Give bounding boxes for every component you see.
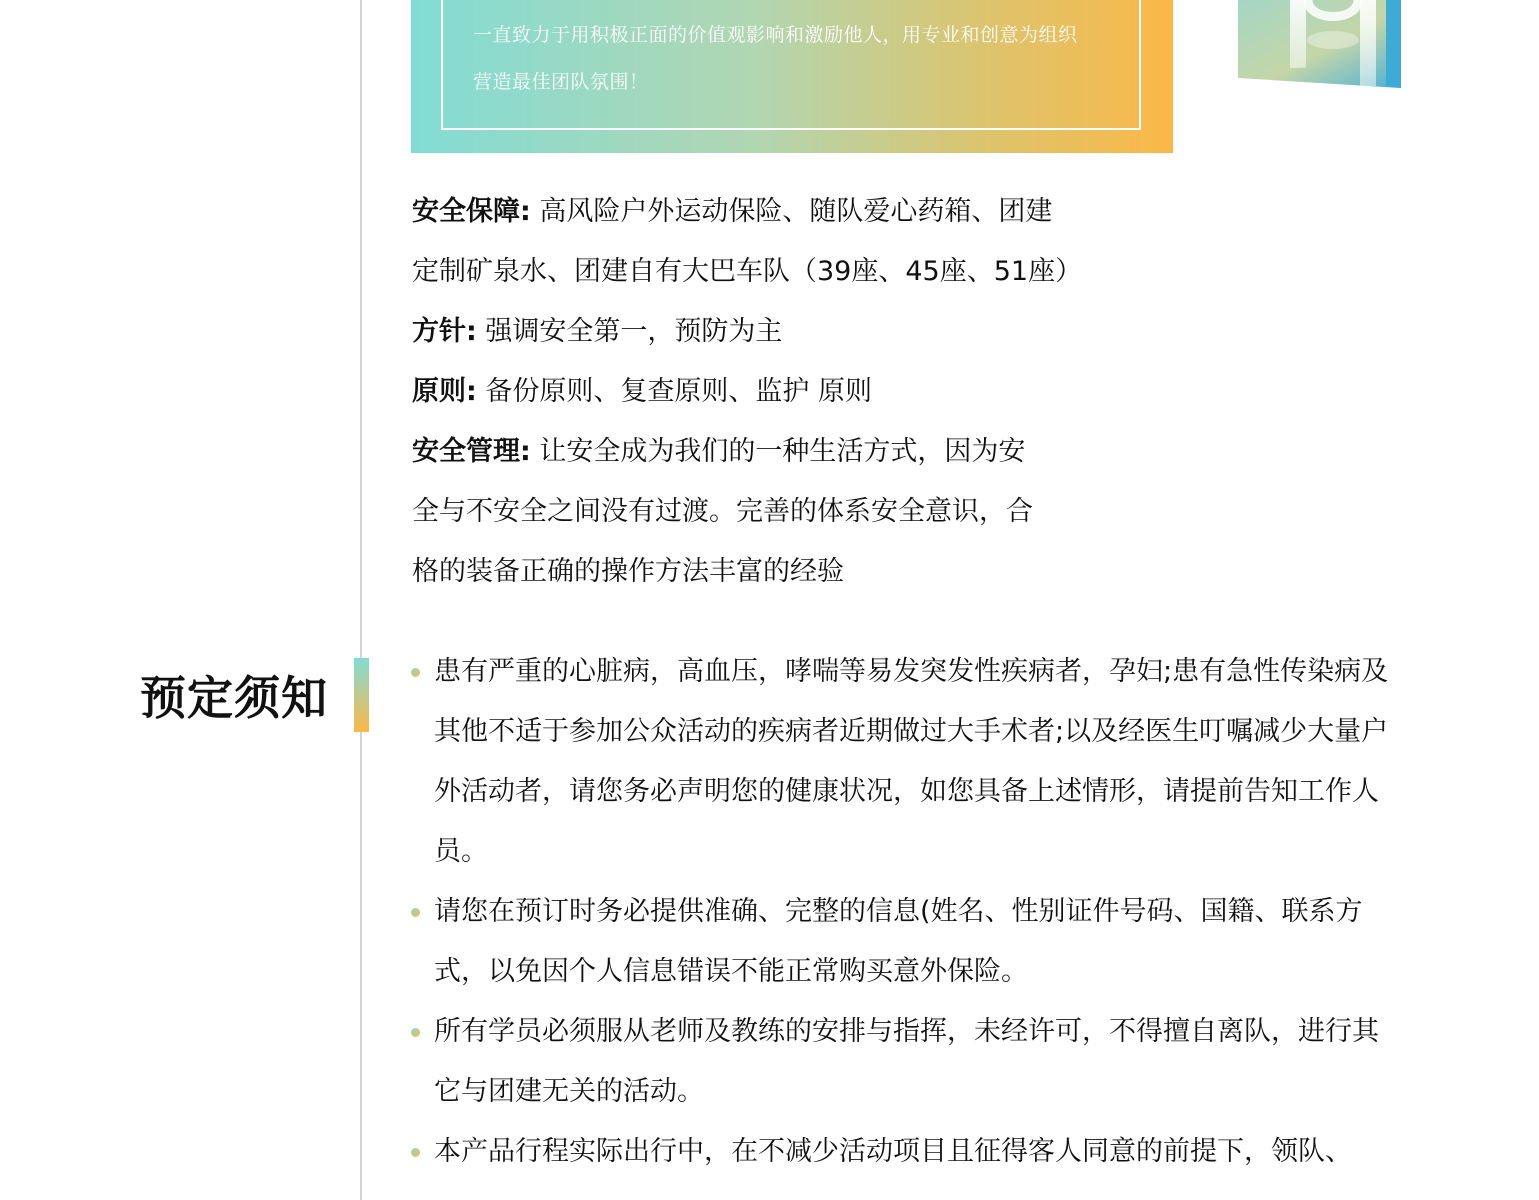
principle-line bbox=[412, 362, 1092, 422]
management-label: 安全管理: bbox=[412, 436, 531, 467]
list-item-text: 请您在预订时务必提供准确、完整的信息(姓名、性别证件号码、国籍、联系方式，以免因个人信息错误不能正常购买意外保险。 bbox=[434, 896, 1363, 987]
management-line-1 bbox=[412, 422, 1092, 482]
intro-banner bbox=[411, 0, 1173, 153]
list-item bbox=[411, 642, 1403, 882]
list-item bbox=[411, 882, 1403, 1002]
list-item bbox=[411, 1002, 1403, 1122]
policy-label: 方针: bbox=[412, 316, 477, 347]
banner-line-2: 营造最佳团队氛围！ bbox=[473, 71, 649, 93]
list-item-text: 所有学员必须服从老师及教练的安排与指挥，未经许可，不得擅自离队，进行其它与团建无关的活动。 bbox=[434, 1016, 1379, 1107]
management-line-2 bbox=[412, 482, 1092, 542]
management-text-1: 让安全成为我们的一种生活方式，因为安 bbox=[539, 436, 1026, 467]
safety-line-1 bbox=[412, 182, 1092, 242]
booking-section-title: 预定须知 bbox=[140, 671, 328, 725]
safety-info bbox=[412, 182, 1092, 602]
list-item-text: 患有严重的心脏病，高血压，哮喘等易发突发性疾病者，孕妇;患有急性传染病及其他不适于参加公众活动的疾病者近期做过大手术者;以及经医生叮嘱减少大量户外活动者，请您务必声明您的健康状况，如您具备上述情形，请提前告知工作人员。 bbox=[434, 656, 1389, 867]
bullet-dot-icon bbox=[411, 668, 420, 677]
policy-line bbox=[412, 302, 1092, 362]
bullet-dot-icon bbox=[411, 1028, 420, 1037]
management-text-3: 格的装备正确的操作方法丰富的经验 bbox=[412, 556, 844, 587]
safety-label: 安全保障: bbox=[412, 196, 531, 227]
management-line-3 bbox=[412, 542, 1092, 602]
list-item-text: 本产品行程实际出行中，在不减少活动项目且征得客人同意的前提下，领队、 bbox=[434, 1136, 1352, 1167]
principle-text: 备份原则、复查原则、监护 原则 bbox=[485, 376, 872, 407]
list-item bbox=[411, 1122, 1403, 1182]
decorative-3d-graphic bbox=[1238, 0, 1401, 90]
timeline-divider bbox=[360, 0, 362, 1200]
safety-text-1: 高风险户外运动保险、随队爱心药箱、团建 bbox=[539, 196, 1053, 227]
banner-line-1: 一直致力于用积极正面的价值观影响和激励他人，用专业和创意为组织 bbox=[473, 24, 1078, 46]
principle-label: 原则: bbox=[412, 376, 477, 407]
safety-line-2 bbox=[412, 242, 1092, 302]
policy-text: 强调安全第一，预防为主 bbox=[485, 316, 783, 347]
bullet-dot-icon bbox=[411, 1148, 420, 1157]
banner-text bbox=[473, 12, 1133, 106]
booking-notes-list bbox=[411, 642, 1403, 1182]
safety-text-2: 定制矿泉水、团建自有大巴车队（39座、45座、51座） bbox=[412, 256, 1083, 287]
management-text-2: 全与不安全之间没有过渡。完善的体系安全意识，合 bbox=[412, 496, 1033, 527]
section-accent-bar bbox=[354, 658, 369, 732]
bullet-dot-icon bbox=[411, 908, 420, 917]
